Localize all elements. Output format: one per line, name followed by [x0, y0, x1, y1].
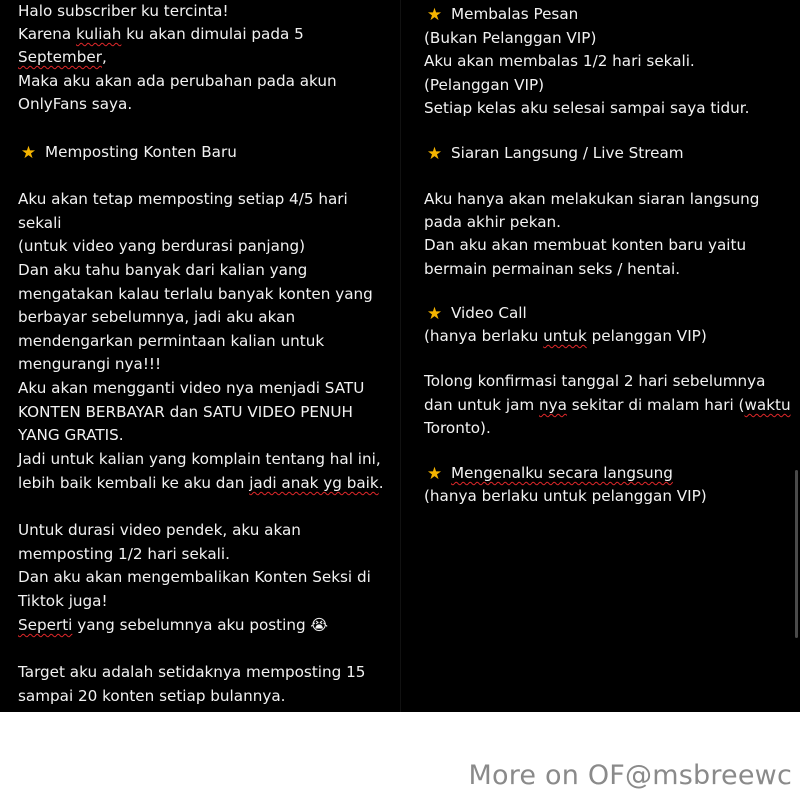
text: pelanggan VIP) [586, 327, 707, 345]
body-line: Jadi untuk kalian yang komplain tentang hal ini, [18, 450, 381, 468]
text: ku akan dimulai pada 5 [121, 25, 304, 43]
greeting: Halo subscriber ku tercinta! [18, 2, 229, 20]
text: lebih baik kembali ke aku dan [18, 474, 250, 492]
section-heading-livestream [424, 142, 684, 167]
section-heading-meet [424, 462, 673, 487]
body-line [424, 325, 707, 349]
body-line: pada akhir pekan. [424, 213, 562, 231]
body-line: mengurangi nya!!! [18, 355, 162, 373]
body-line: Aku hanya akan melakukan siaran langsung [424, 190, 760, 208]
misspelled-word: waktu [744, 396, 791, 414]
section-title: Mengenalku secara langsung [451, 464, 673, 482]
misspelled-word: untuk [543, 327, 587, 345]
star-icon: ★ [426, 144, 443, 164]
intro-line-4: OnlyFans saya. [18, 95, 133, 113]
text: (hanya berlaku [424, 327, 544, 345]
body-line: Untuk durasi video pendek, aku akan [18, 521, 301, 539]
footer-watermark: More on OF@msbreewc [468, 760, 792, 791]
misspelled-word: Seperti [18, 616, 73, 634]
text: dan untuk jam [424, 396, 540, 414]
text: Karena [18, 25, 77, 43]
body-line: Tolong konfirmasi tanggal 2 hari sebelumnya [424, 372, 766, 390]
body-line: YANG GRATIS. [18, 426, 124, 444]
text: sekitar di malam hari ( [566, 396, 745, 414]
section-title: Memposting Konten Baru [45, 143, 237, 161]
body-line: bermain permainan seks / hentai. [424, 260, 681, 278]
misspelled-word: kuliah [76, 25, 122, 43]
misspelled-phrase: jadi anak yg baik [249, 474, 379, 492]
body-line: sekali [18, 214, 62, 232]
body-line: mengatakan kalau terlalu banyak konten yang [18, 285, 373, 303]
star-icon: ★ [426, 464, 443, 484]
body-line: mendengarkan permintaan kalian untuk [18, 332, 325, 350]
body-line: Aku akan membalas 1/2 hari sekali. [424, 52, 695, 70]
body-line [424, 394, 791, 418]
text: yang sebelumnya aku posting 😭 [72, 616, 329, 634]
section-title: Siaran Langsung / Live Stream [451, 144, 684, 162]
body-line: Aku akan mengganti video nya menjadi SATU [18, 379, 365, 397]
misspelled-word: nya [539, 396, 567, 414]
text: , [101, 48, 107, 66]
body-line: Aku akan tetap memposting setiap 4/5 hari [18, 190, 348, 208]
body-line: Tiktok juga! [18, 592, 108, 610]
star-icon: ★ [426, 304, 443, 324]
body-line: Target aku adalah setidaknya memposting 15 [18, 663, 366, 681]
body-line: berbayar sebelumnya, jadi aku akan [18, 308, 296, 326]
body-line: Dan aku akan membuat konten baru yaitu [424, 236, 747, 254]
body-line: Toronto). [424, 419, 491, 437]
body-line: (hanya berlaku untuk pelanggan VIP) [424, 487, 707, 505]
body-line: (Pelanggan VIP) [424, 76, 545, 94]
body-line: Dan aku akan mengembalikan Konten Seksi di [18, 568, 371, 586]
section-heading-messages [424, 3, 578, 28]
body-line: Dan aku tahu banyak dari kalian yang [18, 261, 308, 279]
body-line: (Bukan Pelanggan VIP) [424, 29, 597, 47]
scrollbar-thumb[interactable] [795, 470, 798, 638]
body-line: memposting 1/2 hari sekali. [18, 545, 230, 563]
body-line: (untuk video yang berdurasi panjang) [18, 237, 306, 255]
text: . [378, 474, 384, 492]
star-icon: ★ [20, 143, 37, 163]
body-line: sampai 20 konten setiap bulannya. [18, 687, 286, 705]
body-line: Setiap kelas aku selesai sampai saya tidur. [424, 99, 750, 117]
section-title: Video Call [451, 304, 527, 322]
star-icon: ★ [426, 5, 443, 25]
section-title: Membalas Pesan [451, 5, 579, 23]
misspelled-word: September [18, 48, 102, 66]
intro-line-3: Maka aku akan ada perubahan pada akun [18, 72, 337, 90]
section-heading-video-call [424, 302, 527, 327]
body-line: KONTEN BERBAYAR dan SATU VIDEO PENUH [18, 403, 353, 421]
